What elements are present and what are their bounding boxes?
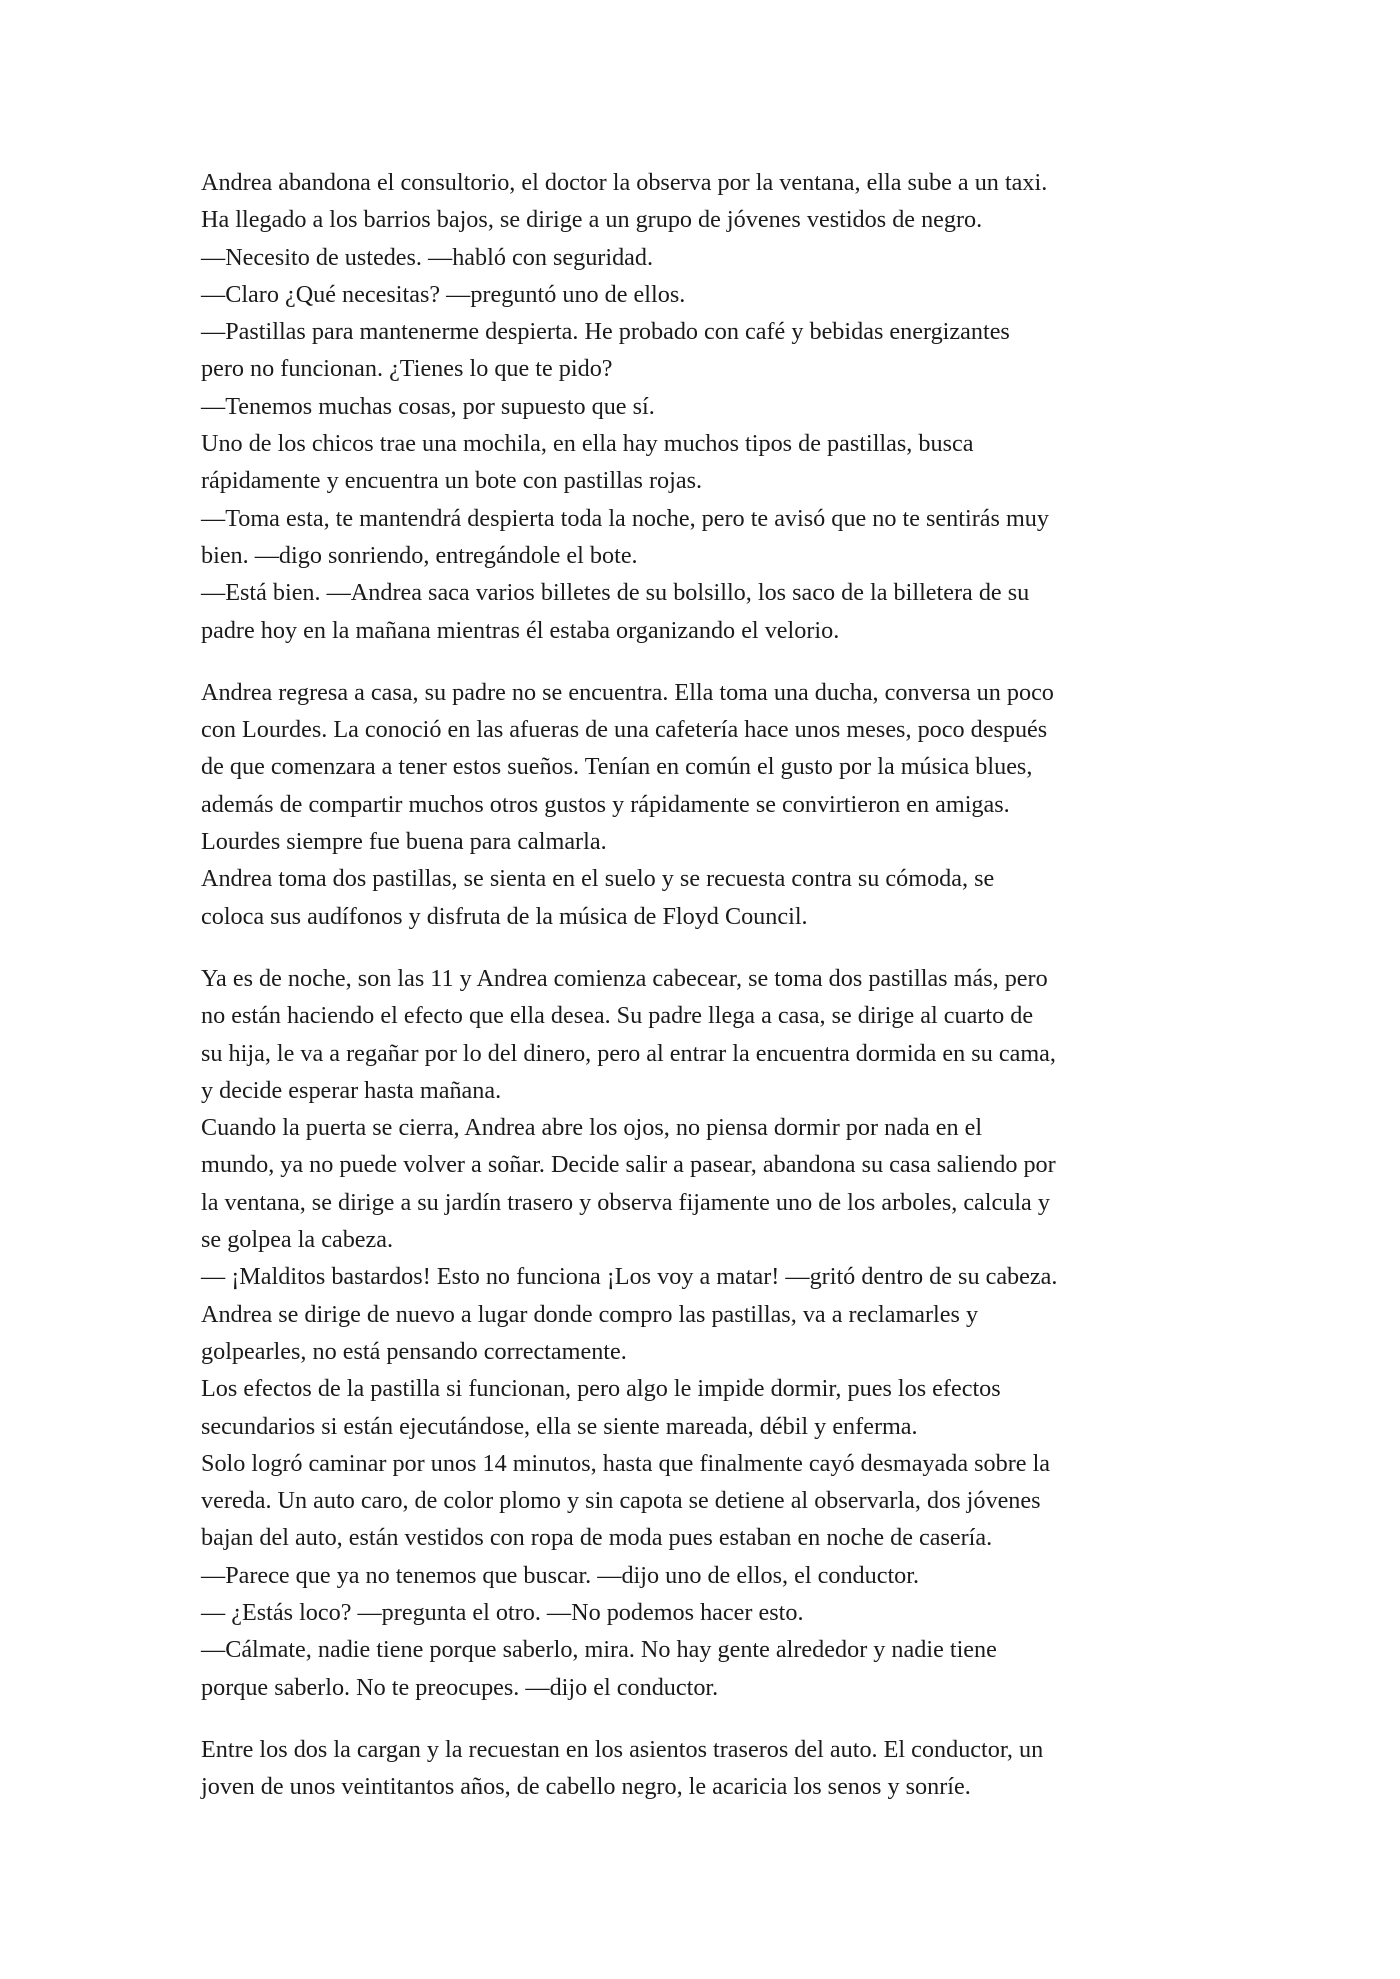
text-line: —Pastillas para mantenerme despierta. He probado con café y bebidas energizantes — [201, 318, 1010, 346]
text-line: rápidamente y encuentra un bote con pastillas rojas. — [201, 467, 703, 495]
text-line: —Tenemos muchas cosas, por supuesto que sí. — [201, 392, 655, 420]
text-line: — ¡Malditos bastardos! Esto no funciona ¡Los voy a matar! —gritó dentro de su cabeza. — [201, 1263, 1058, 1291]
text-line: Andrea abandona el consultorio, el doctor la observa por la ventana, ella sube a un taxi. — [201, 169, 1048, 196]
text-line: —Claro ¿Qué necesitas? —preguntó uno de ellos. — [201, 280, 686, 308]
text-line: vereda. Un auto caro, de color plomo y sin capota se detiene al observarla, dos jóvenes — [201, 1487, 1041, 1515]
text-line: de que comenzara a tener estos sueños. Tenían en común el gusto por la música blues, — [201, 753, 1033, 781]
text-line: mundo, ya no puede volver a soñar. Decide salir a pasear, abandona su casa saliendo por — [201, 1151, 1056, 1179]
document-body — [201, 164, 1211, 1830]
text-line: —Cálmate, nadie tiene porque saberlo, mira. No hay gente alrededor y nadie tiene — [201, 1636, 997, 1664]
paragraph-2 — [201, 674, 1211, 935]
text-line: bajan del auto, están vestidos con ropa de moda pues estaban en noche de casería. — [201, 1524, 993, 1552]
text-line: Ha llegado a los barrios bajos, se dirige a un grupo de jóvenes vestidos de negro. — [201, 206, 983, 234]
text-line: —Necesito de ustedes. —habló con seguridad. — [201, 243, 654, 271]
text-line: —Está bien. —Andrea saca varios billetes de su bolsillo, los saco de la billetera de su — [201, 579, 1030, 607]
text-line: golpearles, no está pensando correctamente. — [201, 1337, 627, 1365]
text-line: la ventana, se dirige a su jardín trasero y observa fijamente uno de los arboles, calcula y — [201, 1188, 1050, 1216]
text-line: Los efectos de la pastilla si funcionan, pero algo le impide dormir, pues los efectos — [201, 1375, 1001, 1403]
text-line: Uno de los chicos trae una mochila, en ella hay muchos tipos de pastillas, busca — [201, 430, 974, 458]
text-line: Andrea se dirige de nuevo a lugar donde compro las pastillas, va a reclamarles y — [201, 1300, 979, 1328]
text-line: su hija, le va a regañar por lo del dinero, pero al entrar la encuentra dormida en su cama, — [201, 1039, 1056, 1067]
text-line: — ¿Estás loco? —pregunta el otro. —No podemos hacer esto. — [201, 1598, 804, 1626]
text-line: no están haciendo el efecto que ella desea. Su padre llega a casa, se dirige al cuarto de — [201, 1002, 1034, 1030]
text-line: se golpea la cabeza. — [201, 1226, 394, 1254]
paragraph-4 — [201, 1731, 1211, 1806]
text-line: Lourdes siempre fue buena para calmarla. — [201, 828, 607, 856]
text-line: joven de unos veintitantos años, de cabello negro, le acaricia los senos y sonríe. — [201, 1773, 971, 1801]
text-line: y decide esperar hasta mañana. — [201, 1076, 502, 1104]
text-line: —Parece que ya no tenemos que buscar. —dijo uno de ellos, el conductor. — [201, 1561, 920, 1589]
text-line: secundarios si están ejecutándose, ella se siente mareada, débil y enferma. — [201, 1412, 918, 1440]
paragraph-1 — [201, 164, 1211, 649]
text-line: padre hoy en la mañana mientras él estaba organizando el velorio. — [201, 616, 840, 644]
text-line: Entre los dos la cargan y la recuestan en los asientos traseros del auto. El conductor, un — [201, 1735, 1044, 1763]
text-line: Andrea regresa a casa, su padre no se encuentra. Ella toma una ducha, conversa un poco — [201, 678, 1054, 706]
text-line: Ya es de noche, son las 11 y Andrea comienza cabecear, se toma dos pastillas más, pero — [201, 964, 1048, 992]
text-line: —Toma esta, te mantendrá despierta toda la noche, pero te avisó que no te sentirás muy — [201, 504, 1049, 532]
text-line: bien. —digo sonriendo, entregándole el bote. — [201, 541, 638, 569]
text-line: pero no funcionan. ¿Tienes lo que te pido? — [201, 355, 613, 383]
text-line: además de compartir muchos otros gustos y rápidamente se convirtieron en amigas. — [201, 790, 1010, 818]
text-line: Andrea toma dos pastillas, se sienta en el suelo y se recuesta contra su cómoda, se — [201, 865, 995, 893]
text-line: Solo logró caminar por unos 14 minutos, hasta que finalmente cayó desmayada sobre la — [201, 1449, 1051, 1477]
paragraph-3 — [201, 960, 1211, 1706]
text-line: porque saberlo. No te preocupes. —dijo el conductor. — [201, 1673, 719, 1701]
text-line: Cuando la puerta se cierra, Andrea abre los ojos, no piensa dormir por nada en el — [201, 1114, 983, 1142]
text-line: coloca sus audífonos y disfruta de la música de Floyd Council. — [201, 902, 808, 930]
text-line: con Lourdes. La conoció en las afueras de una cafetería hace unos meses, poco después — [201, 716, 1048, 744]
